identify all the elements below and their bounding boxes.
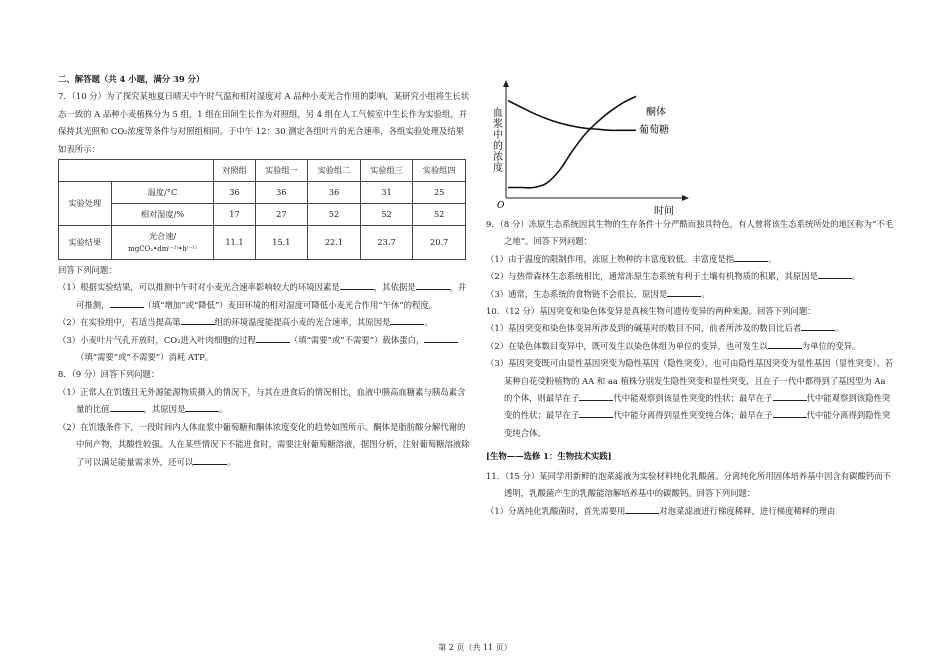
answer-blank: [734, 252, 768, 262]
q7-s3-text: （填“需要”或“不需要”）消耗 ATP。: [76, 352, 214, 363]
q7-prompt: 回答下列问题：: [58, 265, 117, 276]
q7-s1-text: （填“增加”或“降低”）麦田环境的相对湿度可降低小麦光合作用“午休”的程度。: [143, 299, 438, 310]
section-title: 二、解答题（共 4 小题，满分 39 分）: [58, 74, 205, 84]
answer-blank: [340, 280, 374, 290]
q7-sub3: [58, 332, 470, 367]
q7-sub2: [58, 314, 470, 331]
q8-s1-text: （1）正常人在饥饿且无外源能源物质摄入的情况下，与其在进食后的情况相比，血液中胰高血糖素与胰岛素含量的比值: [58, 386, 466, 415]
table-header: 实验组二: [308, 160, 361, 182]
table-cell: 17: [214, 204, 255, 226]
table-cell: 25: [413, 182, 466, 204]
table-cell: 52: [413, 204, 466, 226]
x-axis-label: 时间: [654, 206, 674, 217]
table-cell: 36: [214, 182, 255, 204]
table-header: 实验组一: [255, 160, 308, 182]
table-row: [59, 182, 466, 204]
page-footer: 第 2 页（共 11 页）: [438, 643, 512, 652]
q7-sub1: [58, 279, 470, 314]
row-label-temp: 温度/°C: [111, 182, 214, 204]
legend-glucose: 葡萄糖: [639, 125, 669, 136]
rate-label-2: mgCO₂•dm⁽⁻²⁾•h⁽⁻¹⁾: [128, 245, 197, 254]
answer-blank: [110, 298, 144, 308]
q7-s3-text: （3）小麦叶片气孔开放时，CO₂进入叶肉细胞的过程: [58, 334, 256, 345]
left-column: [58, 71, 470, 471]
q7-s2-text: 组的环境温度能提高小麦的光合速率，其原因是: [214, 317, 391, 328]
answer-blank: [667, 287, 701, 297]
table-cell: 20.7: [413, 226, 466, 260]
q11-stem: 11．（15 分）某同学用新鲜的泡菜滤液为实验材料纯化乳酸菌。分离纯化所用固体培养基中因含有碳酸钙而不透明，乳酸菌产生的乳酸能溶解培养基中的碳酸钙。回答下列问题：: [486, 470, 892, 499]
table-cell: 31: [360, 182, 413, 204]
answer-blank: [185, 402, 219, 412]
q10-s1-text: 。: [835, 323, 844, 334]
series-line-glucose: [508, 101, 636, 131]
q8-stem: 8．（9 分）回答下列问题：: [58, 369, 160, 380]
table-cell: 52: [308, 204, 361, 226]
answer-blank: [110, 402, 144, 412]
answer-blank: [801, 321, 835, 331]
table-corner: [59, 160, 214, 182]
x-axis-arrow: [682, 195, 689, 201]
table-cell: 36: [308, 182, 361, 204]
q10-sub1: [486, 320, 894, 337]
q10-s3-text: 代中能分离得到显性突变纯合体；最早在子: [613, 410, 773, 421]
q7-s3-text: （填“需要”或“不需要”）载体蛋白，: [289, 334, 425, 345]
q9-stem: 9．（8 分）冻原生态系统因其生物的生存条件十分严酷而独具特色，有人曾将该生态系统所处的地区称为“不毛之地”。回答下列问题：: [486, 219, 894, 247]
q10-s1-text: （1）基因突变和染色体变异所涉及到的碱基对的数目不同，前者所涉及的数目比后者: [486, 323, 802, 334]
table-cell: 52: [360, 204, 413, 226]
q10-s2-text: （2）在染色体数目变异中，既可发生以染色体组为单位的变异，也可发生以: [486, 340, 768, 351]
elective-heading: [生物——选修 1：生物技术实践]: [486, 451, 612, 462]
origin-label: O: [497, 201, 505, 211]
q8-sub2: [58, 419, 470, 471]
q9-s1-text: 。: [768, 253, 777, 264]
q7-table: [58, 159, 466, 260]
table-row: [59, 204, 466, 226]
answer-blank: [579, 391, 613, 401]
answer-blank: [181, 315, 215, 325]
answer-blank: [579, 408, 613, 418]
table-cell: 11.1: [214, 226, 255, 260]
q7-s1-text: （1）根据实验结果，可以推测中午时对小麦光合速率影响较大的环境因素是: [58, 282, 340, 293]
q8-sub1: [58, 384, 470, 419]
q8-s2-text: （2）在饥饿条件下，一段时间内人体血浆中葡萄糖和酮体浓度变化的趋势如图所示。酮体是脂肪酸分解代谢的中间产物，其酸性较强。人在某些情况下不能进食时，需要注射葡萄糖溶液，据图分析，注射葡萄糖溶液除了可以满足能量需求外，还可以: [58, 421, 470, 467]
answer-blank: [424, 333, 458, 343]
q11-s1-text: 对泡菜滤液进行梯度稀释，进行梯度稀释的理由: [659, 505, 836, 516]
q7-s2-text: 。: [424, 317, 433, 328]
q9-s2-text: 。: [851, 271, 861, 282]
q9-sub3: [486, 286, 894, 303]
q11-sub1: [486, 503, 894, 520]
q9-s3-text: 。: [701, 288, 710, 299]
table-cell: 22.1: [308, 226, 361, 260]
q9-s1-text: （1）由于温度的限制作用，冻原上物种的丰富度较低。丰富度是指: [486, 253, 735, 264]
q10-s3-text: 代中能分离得到隐性突变纯合体。: [504, 410, 891, 438]
table-header: 实验组三: [360, 160, 413, 182]
q10-s3-text: （3）基因突变既可由显性基因突变为隐性基因（隐性突变），也可由隐性基因突变为显性基因（显性突变）。若某种自花受粉植物的 AA 和 aa 植株分别发生隐性突变和显性突变，且在子一代中都得到了基因型为 Aa 的个体，则最早在子: [486, 358, 894, 404]
q11-s1-text: （1）分离纯化乳酸菌时，首先需要用: [486, 505, 626, 516]
row-label-humidity: 相对湿度/%: [111, 204, 214, 226]
legend-ketone: 酮体: [646, 107, 666, 118]
q7-s1-text: ，其依据是: [373, 282, 416, 293]
table-cell: 15.1: [255, 226, 308, 260]
answer-blank: [625, 504, 659, 514]
y-axis-arrow: [503, 80, 509, 87]
right-column: [486, 216, 894, 520]
table-header: 对照组: [214, 160, 255, 182]
q7-s1-text: ，并可推测，: [76, 282, 467, 310]
q8-s1-text: 。: [219, 404, 228, 415]
q10-s3-text: 代中能观察到该隐性突变的性状；最早在子: [504, 393, 891, 421]
rate-label-1: 光合速/: [148, 231, 177, 242]
table-row: [59, 226, 466, 260]
answer-blank: [773, 408, 807, 418]
q10-sub3: [486, 355, 894, 442]
q10-s3-text: 代中能观察到该显性突变的性状；最早在子: [613, 393, 773, 404]
q9-s2-text: （2）与热带森林生态系统相比，通常冻原生态系统有利于土壤有机物质的积累，其原因是: [486, 271, 818, 282]
answer-blank: [416, 280, 450, 290]
row-label-rate: [111, 226, 214, 260]
q8-s1-text: ，其原因是: [143, 404, 186, 415]
concentration-chart: [486, 78, 696, 218]
q7-s2-text: （2）在实验组中，若适当提高第: [58, 317, 181, 328]
q10-s2-text: 为单位的变异。: [801, 340, 861, 351]
answer-blank: [773, 391, 807, 401]
answer-blank: [390, 315, 424, 325]
table-cell: 27: [255, 204, 308, 226]
group-label-result: 实验结果: [59, 226, 112, 260]
q9-s3-text: （3）通常，生态系统的食物链不会很长，原因是: [486, 288, 668, 299]
answer-blank: [768, 339, 802, 349]
table-cell: 23.7: [360, 226, 413, 260]
table-header-row: [59, 160, 466, 182]
q10-stem: 10．（12 分）基因突变和染色体变异是真核生物可遗传变异的两种来源。回答下列问题：: [486, 306, 816, 317]
table-cell: 36: [255, 182, 308, 204]
answer-blank: [193, 455, 227, 465]
answer-blank: [818, 269, 852, 279]
q9-sub1: [486, 251, 894, 268]
q9-sub2: [486, 268, 894, 285]
q8-s2-text: 。: [227, 456, 236, 467]
group-label-treatment: 实验处理: [59, 182, 112, 226]
q7-stem: 7．（10 分）为了探究某地夏日晴天中午时气温和相对湿度对 A 品种小麦光合作用的影响，某研究小组将生长状态一致的 A 品种小麦植株分为 5 组，1 组在田间生长作为对照组，另 4 组在人工气候室中生长作为实验组，并保持其光照和 CO₂浓度等条件与对照组相同。于中午 12：30 测定各组叶片的光合速率，各组实验处理及结果如表所示：: [58, 91, 470, 154]
q10-sub2: [486, 338, 894, 355]
answer-blank: [256, 333, 290, 343]
table-header: 实验组四: [413, 160, 466, 182]
y-axis-label: 血浆中的浓度: [490, 107, 502, 173]
